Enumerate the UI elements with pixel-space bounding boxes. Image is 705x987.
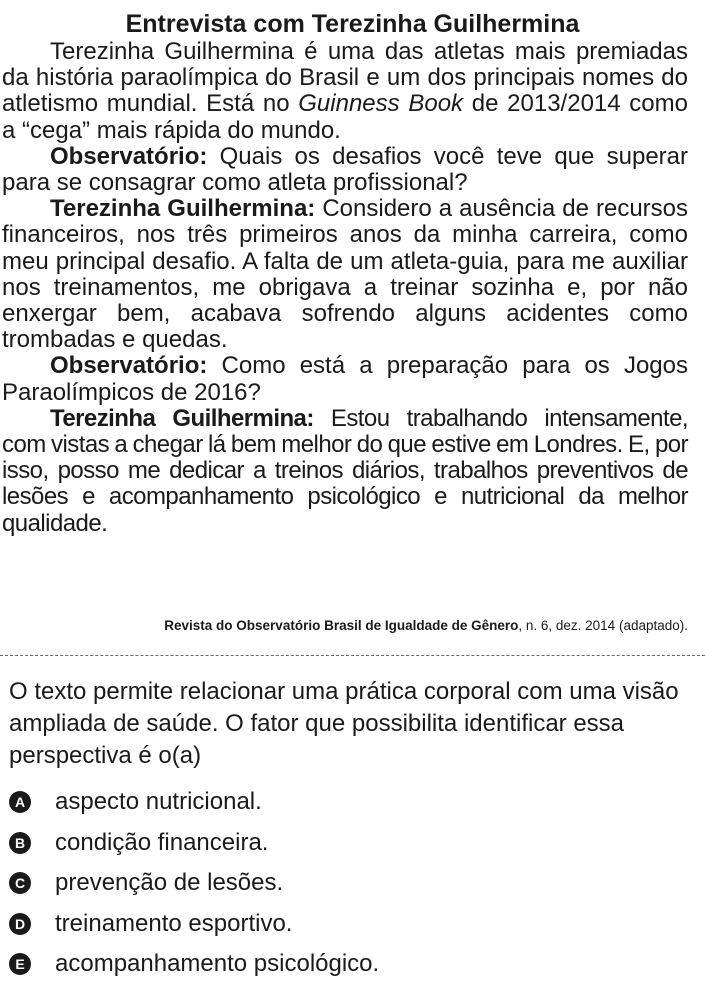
book-title: Guinness Book — [298, 90, 464, 118]
option-letter-badge: C — [9, 872, 31, 894]
speaker-label: Terezinha Guilhermina: — [50, 195, 316, 223]
option-text: prevenção de lesões. — [55, 869, 284, 897]
option-letter-badge: D — [9, 913, 31, 935]
speech-text: Quais os desafios você teve que superar para se consagrar como atleta profissional? — [2, 142, 688, 197]
intro-text-end: de 2013/2014 como a “cega” mais rápida do mundo. — [2, 90, 688, 144]
speech-text: Estou trabalhando intensamente, com vistas a chegar lá bem melhor do que estive em Londres. E, por isso, posso me dedicar a treinos diários, trabalhos preventivos de lesões e acompanhamento psicológico e nutricional da melhor qualidade. — [2, 404, 689, 537]
article-body — [2, 39, 688, 537]
interview-answer-2 — [2, 406, 688, 537]
option-text: aspecto nutricional. — [55, 788, 262, 816]
interview-answer-1 — [2, 196, 688, 353]
option-a[interactable] — [9, 782, 379, 823]
option-d[interactable] — [9, 904, 379, 945]
answer-options — [9, 782, 379, 985]
option-e[interactable] — [9, 944, 379, 985]
dashed-divider — [0, 655, 705, 656]
option-text: treinamento esportivo. — [55, 909, 293, 937]
speaker-label: Observatório: — [50, 352, 208, 380]
speech-text: Considero a ausência de recursos financeiros, nos três primeiros anos da minha carreira, como meu principal desafio. A falta de um atleta-guia, para me auxiliar nos treinamentos, me obrigava a treinar sozinha e, por não enxergar bem, acabava sofrendo alguns acidentes como trombadas e quedas. — [2, 195, 689, 354]
interview-question-1 — [2, 144, 688, 196]
question-prompt: O texto permite relacionar uma prática corporal com uma visão ampliada de saúde. O fator que possibilita identificar essa perspectiva é o(a) — [9, 678, 679, 769]
option-c[interactable] — [9, 863, 379, 904]
source-journal: Revista do Observatório Brasil de Igualdade de Gênero — [164, 618, 519, 633]
article-title: Entrevista com Terezinha Guilhermina — [125, 10, 580, 38]
intro-paragraph — [2, 39, 688, 144]
option-text: condição financeira. — [55, 828, 269, 856]
option-letter-badge: A — [9, 791, 31, 813]
option-text: acompanhamento psicológico. — [55, 950, 380, 978]
source-citation — [164, 617, 688, 634]
speaker-label: Terezinha Guilhermina: — [50, 404, 314, 432]
intro-text: Terezinha Guilhermina é uma das atletas mais premiadas da história paraolímpica do Brasil e um dos principais nomes do atletismo mundial. Está no — [2, 38, 688, 118]
option-b[interactable] — [9, 823, 379, 864]
speech-text: Como está a preparação para os Jogos Paraolímpicos de 2016? — [2, 352, 688, 406]
source-details: , n. 6, dez. 2014 (adaptado). — [518, 618, 688, 633]
speaker-label: Observatório: — [50, 142, 208, 170]
interview-question-2 — [2, 353, 688, 405]
option-letter-badge: B — [9, 832, 31, 854]
option-letter-badge: E — [9, 953, 31, 975]
